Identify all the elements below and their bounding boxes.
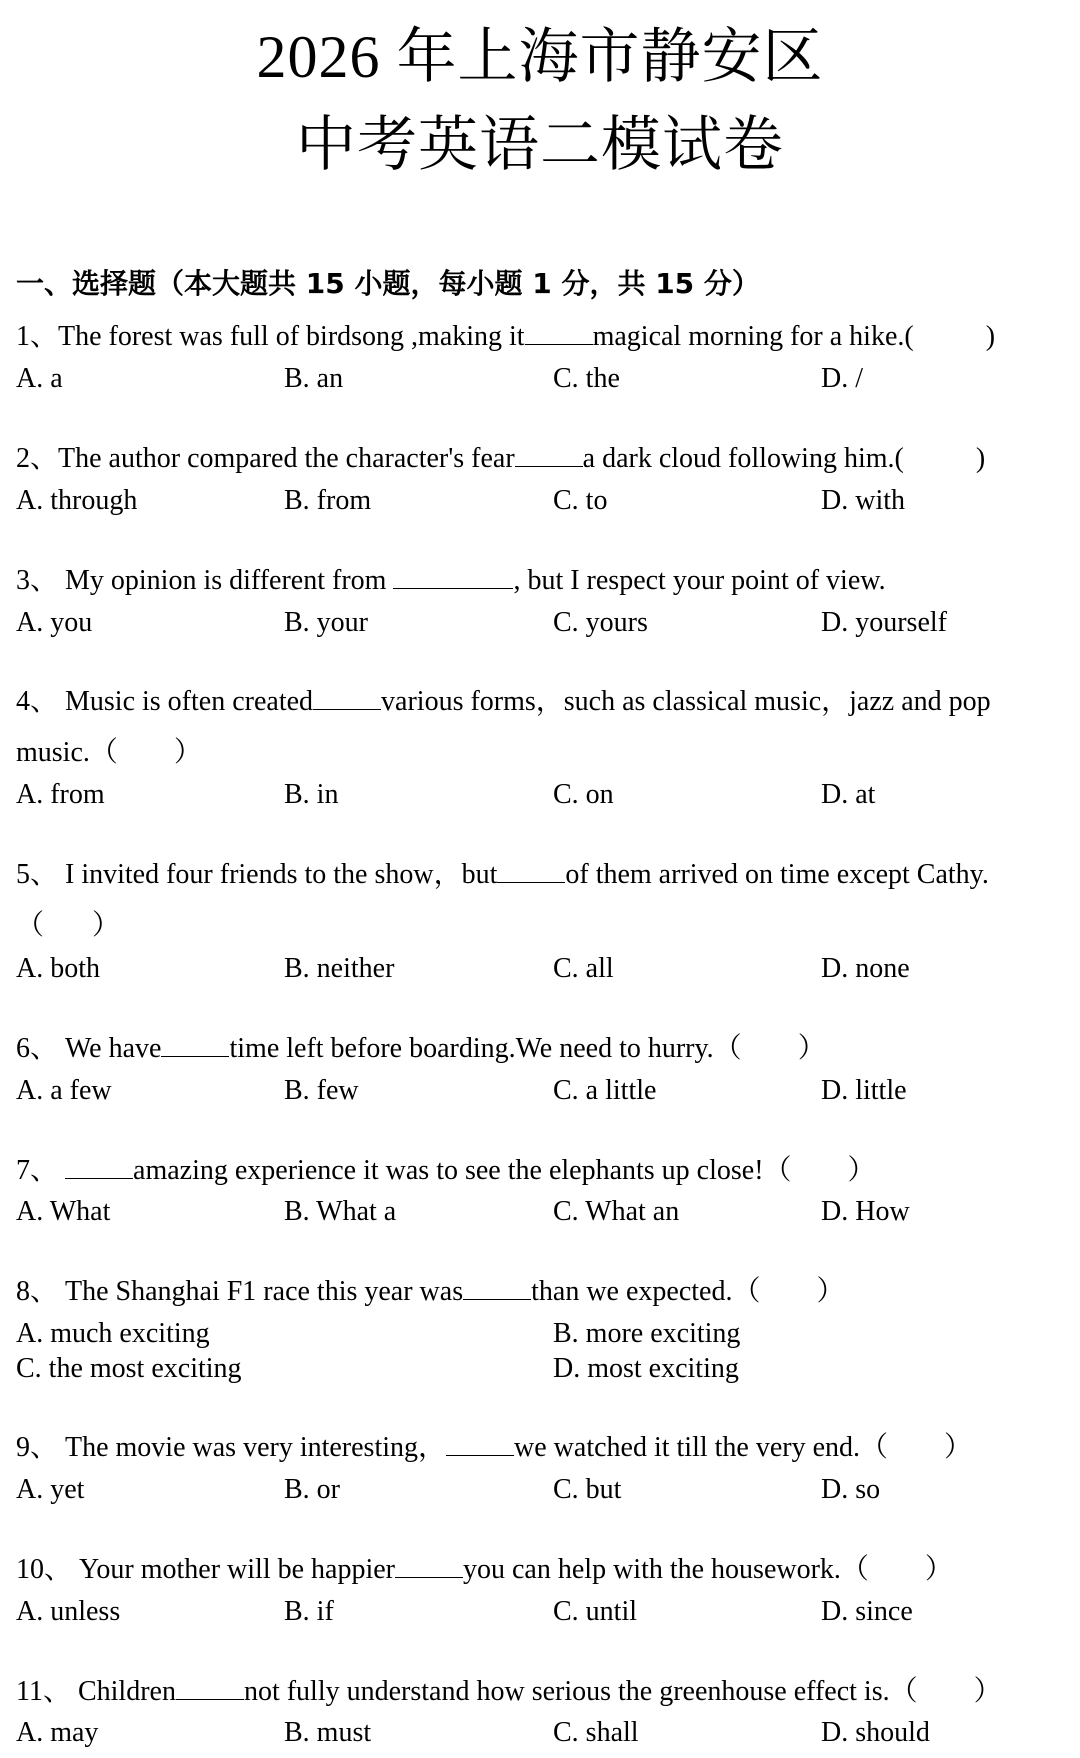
option-c[interactable]: C. the	[553, 363, 620, 394]
question-10-stem	[16, 1553, 953, 1587]
option-b[interactable]: B. in	[284, 779, 339, 810]
answer-blank[interactable]	[395, 1553, 463, 1578]
question-8-stem	[16, 1275, 844, 1309]
answer-bracket[interactable]: ）	[973, 1676, 1002, 1707]
option-b[interactable]: B. an	[284, 363, 344, 394]
answer-bracket[interactable]: ）	[92, 910, 121, 941]
answer-bracket[interactable]: ）	[173, 737, 202, 768]
option-b[interactable]: B. your	[284, 607, 368, 638]
question-text: 2、The author compared the character's fear	[16, 443, 515, 474]
exam-title-line-2: 中考英语二模试卷	[296, 112, 784, 178]
question-text: （	[16, 910, 45, 941]
question-6-stem	[16, 1032, 826, 1066]
option-c[interactable]: C. on	[553, 779, 614, 810]
option-c[interactable]: C. but	[553, 1474, 622, 1505]
option-a[interactable]: A. you	[16, 607, 93, 638]
question-1-stem	[16, 320, 995, 354]
option-d[interactable]: D. none	[821, 953, 910, 984]
question-7-stem	[16, 1154, 876, 1188]
answer-bracket[interactable]: )	[975, 443, 986, 474]
question-9-stem	[16, 1431, 972, 1465]
question-4-stem	[16, 685, 991, 719]
question-text: not fully understand how serious the greenhouse effect is.（	[243, 1676, 918, 1707]
option-d[interactable]: D. little	[821, 1075, 907, 1106]
answer-blank[interactable]	[313, 685, 381, 710]
option-c[interactable]: C. What an	[553, 1196, 680, 1227]
option-b[interactable]: B. from	[284, 485, 372, 516]
question-text: 5、 I invited four friends to the show，but	[16, 859, 498, 890]
answer-blank[interactable]	[497, 858, 565, 883]
option-d[interactable]: D. so	[821, 1474, 881, 1505]
question-text: 7、	[16, 1155, 66, 1186]
question-text: 1、The forest was full of birdsong ,making it	[16, 321, 525, 352]
option-a[interactable]: A. much exciting	[16, 1318, 210, 1349]
option-c[interactable]: C. shall	[553, 1717, 639, 1748]
question-text: than we expected.（	[531, 1276, 761, 1307]
option-b[interactable]: B. What a	[284, 1196, 397, 1227]
option-a[interactable]: A. from	[16, 779, 105, 810]
option-b[interactable]: B. few	[284, 1075, 359, 1106]
question-2-stem	[16, 442, 985, 476]
question-text: 8、 The Shanghai F1 race this year was	[16, 1276, 464, 1307]
question-5-continuation	[16, 909, 120, 943]
answer-bracket[interactable]: ）	[816, 1276, 845, 1307]
option-b[interactable]: B. if	[284, 1596, 334, 1627]
section-heading: 一、选择题（本大题共 15 小题，每小题 1 分，共 15 分）	[16, 267, 760, 300]
option-d[interactable]: D. at	[821, 779, 876, 810]
option-d[interactable]: D. yourself	[821, 607, 947, 638]
option-d[interactable]: D. How	[821, 1196, 910, 1227]
exam-title-line-1: 2026 年上海市静安区	[256, 24, 824, 90]
question-text: 10、 Your mother will be happier	[16, 1554, 395, 1585]
question-text: 6、 We have	[16, 1033, 162, 1064]
answer-blank[interactable]	[65, 1154, 133, 1179]
option-a[interactable]: A. unless	[16, 1596, 121, 1627]
answer-bracket[interactable]: ）	[944, 1432, 973, 1463]
option-a[interactable]: A. yet	[16, 1474, 85, 1505]
option-c[interactable]: C. the most exciting	[16, 1353, 242, 1384]
option-b[interactable]: B. must	[284, 1717, 372, 1748]
question-text: time left before boarding.We need to hurry.（	[229, 1033, 742, 1064]
option-b[interactable]: B. more exciting	[553, 1318, 741, 1349]
answer-bracket[interactable]: )	[985, 321, 996, 352]
option-c[interactable]: C. all	[553, 953, 614, 984]
option-b[interactable]: B. neither	[284, 953, 395, 984]
question-text: we watched it till the very end.（	[514, 1432, 889, 1463]
option-d[interactable]: D. most exciting	[553, 1353, 739, 1384]
option-a[interactable]: A. a few	[16, 1075, 112, 1106]
question-text: music.（	[16, 737, 118, 768]
option-d[interactable]: D. since	[821, 1596, 913, 1627]
option-d[interactable]: D. should	[821, 1717, 930, 1748]
question-text: various forms，such as classical music，jazz and pop	[381, 686, 991, 717]
option-a[interactable]: A. What	[16, 1196, 111, 1227]
answer-blank[interactable]	[176, 1675, 244, 1700]
answer-bracket[interactable]: ）	[924, 1554, 953, 1585]
option-b[interactable]: B. or	[284, 1474, 340, 1505]
option-a[interactable]: A. may	[16, 1717, 99, 1748]
answer-blank[interactable]	[525, 320, 593, 345]
question-text: , but I respect your point of view.	[513, 565, 886, 596]
option-c[interactable]: C. yours	[553, 607, 648, 638]
question-text: 4、 Music is often created	[16, 686, 314, 717]
question-4-continuation	[16, 736, 202, 770]
answer-bracket[interactable]: ）	[847, 1155, 876, 1186]
option-c[interactable]: C. until	[553, 1596, 638, 1627]
option-a[interactable]: A. both	[16, 953, 100, 984]
answer-blank[interactable]	[463, 1275, 531, 1300]
option-c[interactable]: C. to	[553, 485, 608, 516]
question-5-stem	[16, 858, 989, 892]
answer-blank[interactable]	[161, 1032, 229, 1057]
question-text: 3、 My opinion is different from	[16, 565, 394, 596]
question-text: of them arrived on time except Cathy.	[565, 859, 989, 890]
question-text: magical morning for a hike.(	[592, 321, 914, 352]
question-text: amazing experience it was to see the elephants up close!（	[133, 1155, 792, 1186]
question-text: 11、 Children	[16, 1676, 176, 1707]
option-d[interactable]: D. with	[821, 485, 905, 516]
question-3-stem	[16, 564, 886, 598]
question-text: you can help with the housework.（	[463, 1554, 869, 1585]
option-d[interactable]: D. /	[821, 363, 863, 394]
answer-bracket[interactable]: ）	[797, 1033, 826, 1064]
answer-blank[interactable]	[393, 564, 513, 589]
question-11-stem	[16, 1675, 1002, 1709]
question-text: 9、 The movie was very interesting，	[16, 1432, 447, 1463]
answer-blank[interactable]	[515, 442, 583, 467]
option-a[interactable]: A. through	[16, 485, 138, 516]
answer-blank[interactable]	[446, 1431, 514, 1456]
option-c[interactable]: C. a little	[553, 1075, 657, 1106]
option-a[interactable]: A. a	[16, 363, 63, 394]
question-text: a dark cloud following him.(	[582, 443, 904, 474]
